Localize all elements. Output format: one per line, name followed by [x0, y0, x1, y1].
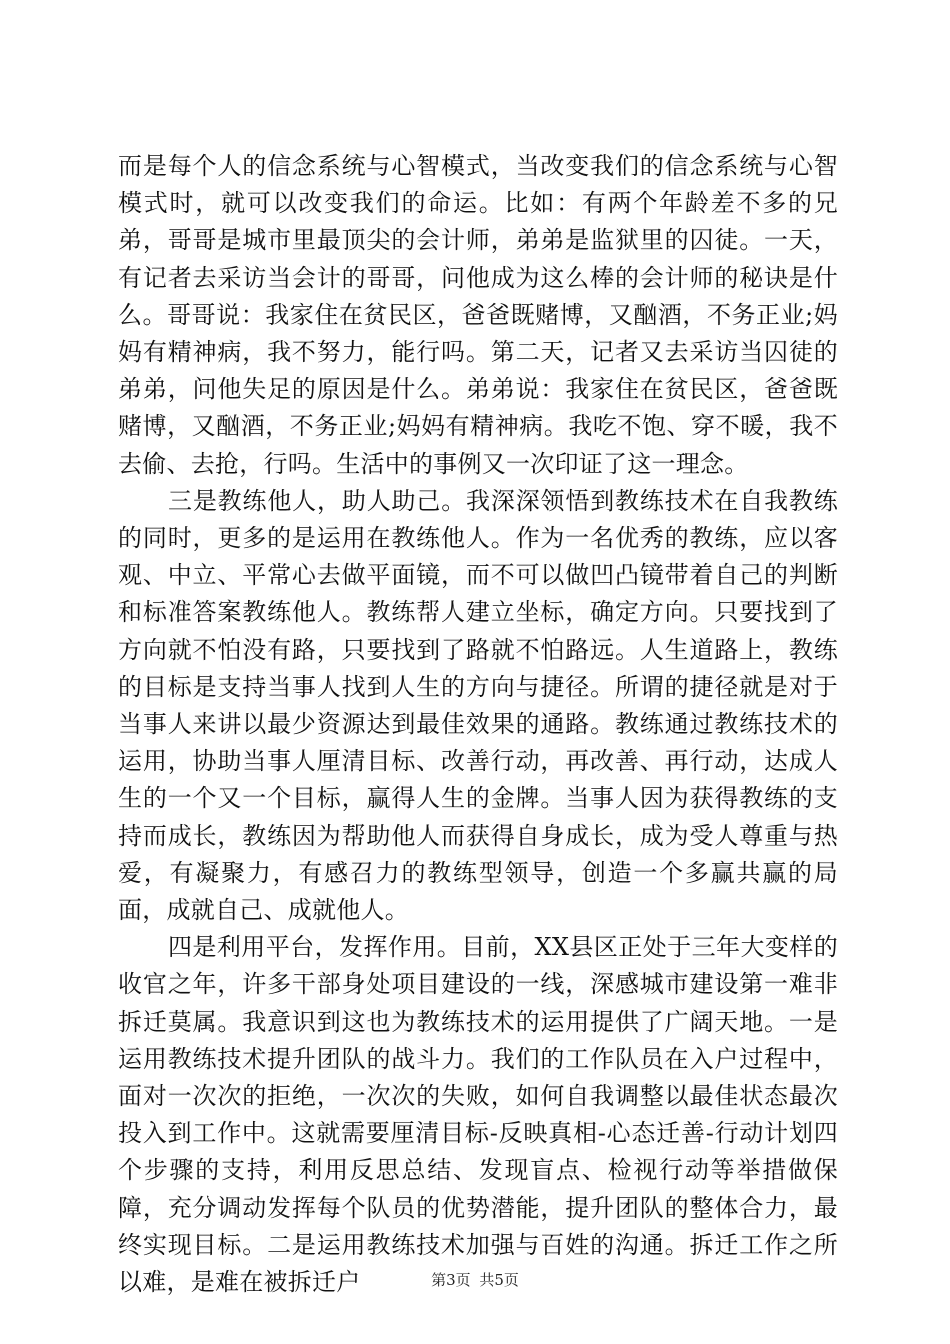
- paragraph-continued: 而是每个人的信念系统与心智模式，当改变我们的信念系统与心智模式时，就可以改变我们的命运。比如：有两个年龄差不多的兄弟，哥哥是城市里最顶尖的会计师，弟弟是监狱里的囚徒。一天，有记者去采访当会计的哥哥，问他成为这么棒的会计师的秘诀是什么。哥哥说：我家住在贫民区，爸爸既赌博，又酗酒，不务正业;妈妈有精神病，我不努力，能行吗。第二天，记者又去采访当囚徒的弟弟，问他失足的原因是什么。弟弟说：我家住在贫民区，爸爸既赌博，又酗酒，不务正业;妈妈有精神病。我吃不饱、穿不暖，我不去偷、去抢，行吗。生活中的事例又一次印证了这一理念。: [118, 152, 838, 478]
- paragraph-using-platform: 四是利用平台，发挥作用。目前，XX县区正处于三年大变样的收官之年，许多干部身处项目建设的一线，深感城市建设第一难非拆迁莫属。我意识到这也为教练技术的运用提供了广阔天地。一是运用教练技术提升团队的战斗力。我们的工作队员在入户过程中，面对一次次的拒绝，一次次的失败，如何自我调整以最佳状态最次投入到工作中。这就需要厘清目标-反映真相-心态迁善-行动计划四个步骤的支持，利用反思总结、发现盲点、检视行动等举措做保障，充分调动发挥每个队员的优势潜能，提升团队的整体合力，最终实现目标。二是运用教练技术加强与百姓的沟通。拆迁工作之所以难，是难在被拆迁户: [118, 933, 838, 1297]
- page-total: 共5页: [479, 1271, 519, 1289]
- document-body: [118, 148, 838, 1301]
- page-number: 第3页: [431, 1271, 471, 1289]
- paragraph-coaching-others: 三是教练他人，助人助己。我深深领悟到教练技术在自我教练的同时，更多的是运用在教练他人。作为一名优秀的教练，应以客观、中立、平常心去做平面镜，而不可以做凹凸镜带着自己的判断和标准答案教练他人。教练帮人建立坐标，确定方向。只要找到了方向就不怕没有路，只要找到了路就不怕路远。人生道路上，教练的目标是支持当事人找到人生的方向与捷径。所谓的捷径就是对于当事人来讲以最少资源达到最佳效果的通路。教练通过教练技术的运用，协助当事人厘清目标、改善行动，再改善、再行动，达成人生的一个又一个目标，赢得人生的金牌。当事人因为获得教练的支持而成长，教练因为帮助他人而获得自身成长，成为受人尊重与热爱，有凝聚力，有感召力的教练型领导，创造一个多赢共赢的局面，成就自己、成就他人。: [118, 486, 838, 925]
- page-footer: [0, 1270, 950, 1290]
